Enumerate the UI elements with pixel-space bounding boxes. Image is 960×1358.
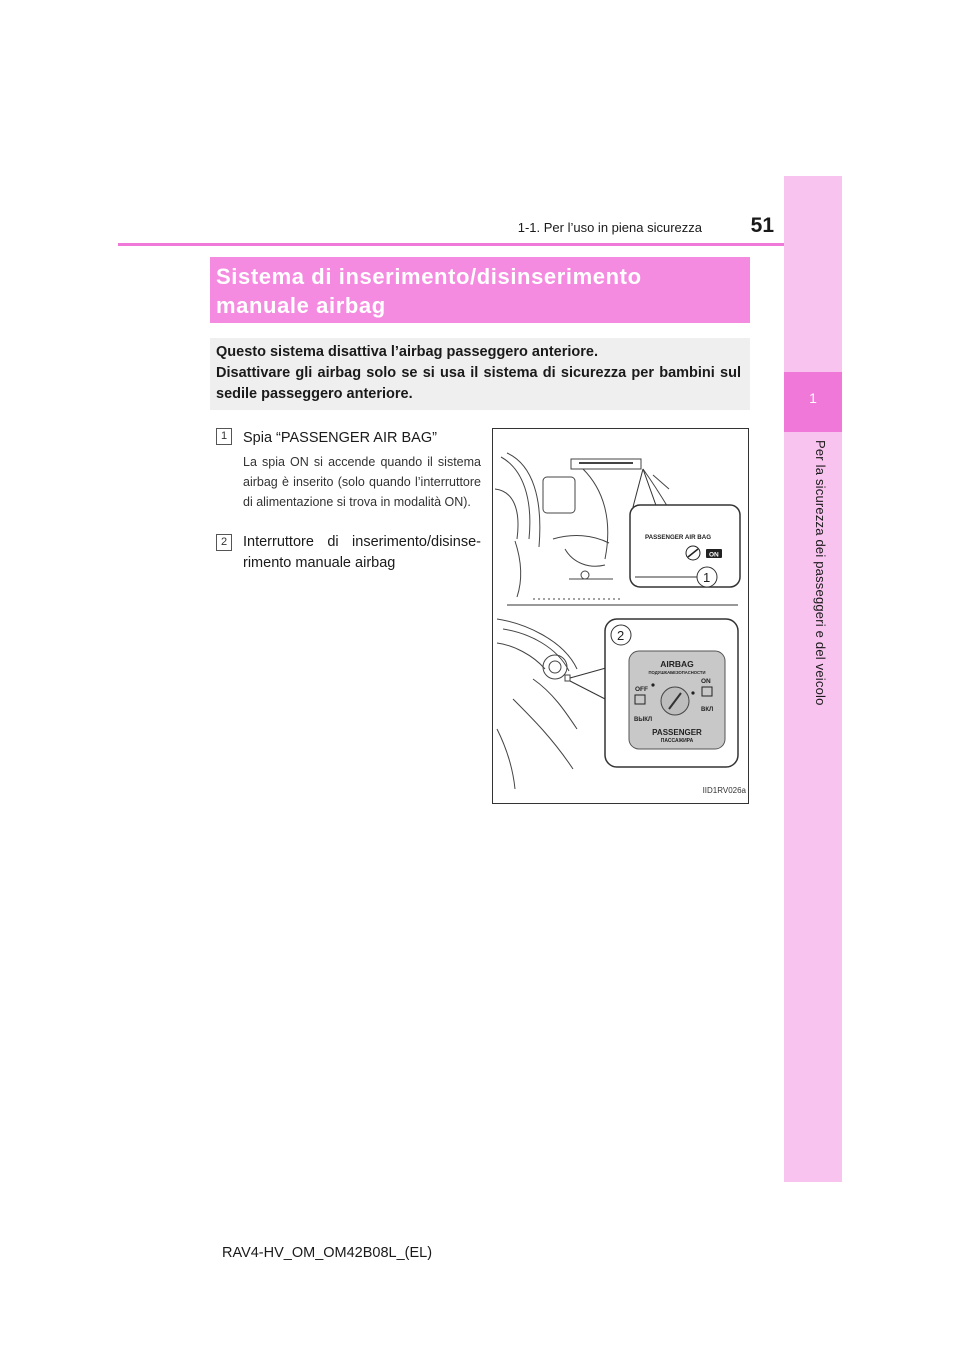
chapter-label: Per la sicurezza dei passeggeri e del veicolo bbox=[813, 440, 828, 706]
item-2-number-badge: 2 bbox=[216, 534, 232, 551]
switch-label-passenger: PASSENGER bbox=[652, 728, 702, 737]
on-position-dot bbox=[691, 691, 694, 694]
figure-illustration bbox=[493, 429, 748, 803]
indicator-on-text: ON bbox=[709, 551, 719, 559]
switch-label-on-ru: ВКЛ bbox=[701, 707, 714, 713]
summary-text bbox=[216, 342, 741, 405]
indicator-label: PASSENGER AIR BAG bbox=[645, 534, 712, 541]
switch-label-airbag-ru: ПОДУШКАБЕЗОПАСНОСТИ bbox=[648, 670, 706, 675]
airbag-switch-figure bbox=[492, 428, 749, 804]
page-title-line-2: manuale airbag bbox=[216, 293, 386, 318]
item-1-description: La spia ON si accende quando il sistema airbag è inserito (solo quando l’interruttore di alimentazione si trova in modalità ON). bbox=[243, 455, 481, 509]
indicator-zoom-panel bbox=[630, 505, 740, 587]
switch-zoom-leader-2 bbox=[570, 681, 609, 701]
switch-label-passenger-ru: ПАССАЖИРА bbox=[660, 738, 694, 744]
footer-document-code: RAV4-HV_OM_OM42B08L_(EL) bbox=[222, 1245, 433, 1261]
section-heading: 1-1. Per l’uso in piena sicurezza bbox=[517, 220, 702, 235]
summary-line-2: Disattivare gli airbag solo se si usa il sistema di sicurezza per bambini sul sedile passeggero anteriore. bbox=[216, 365, 741, 402]
switch-label-off-ru: ВЫКЛ bbox=[634, 717, 653, 723]
chapter-number: 1 bbox=[809, 390, 817, 406]
page-number: 51 bbox=[750, 214, 774, 237]
summary-line-1: Questo sistema disattiva l’airbag passeggero anteriore. bbox=[216, 344, 598, 360]
callout-2-number: 2 bbox=[617, 628, 625, 643]
callout-1-number: 1 bbox=[703, 570, 711, 585]
item-1-title: Spia “PASSENGER AIR BAG” bbox=[243, 430, 437, 446]
lower-dashboard-drawing bbox=[497, 619, 577, 789]
off-position-dot bbox=[651, 683, 654, 686]
figure-code: IID1RV026a bbox=[702, 786, 746, 795]
page-title-line-1: Sistema di inserimento/disinserimento bbox=[216, 264, 642, 289]
switch-label-off: OFF bbox=[635, 686, 648, 693]
item-2-title: Interruttore di inserimento/disinse-rimento manuale airbag bbox=[243, 534, 481, 571]
header-divider bbox=[118, 243, 784, 246]
page-title bbox=[216, 262, 736, 320]
item-1-number-badge: 1 bbox=[216, 428, 232, 445]
indicator-zoom-leader bbox=[633, 469, 643, 507]
switch-label-airbag: AIRBAG bbox=[660, 659, 694, 669]
switch-label-on: ON bbox=[701, 678, 711, 685]
